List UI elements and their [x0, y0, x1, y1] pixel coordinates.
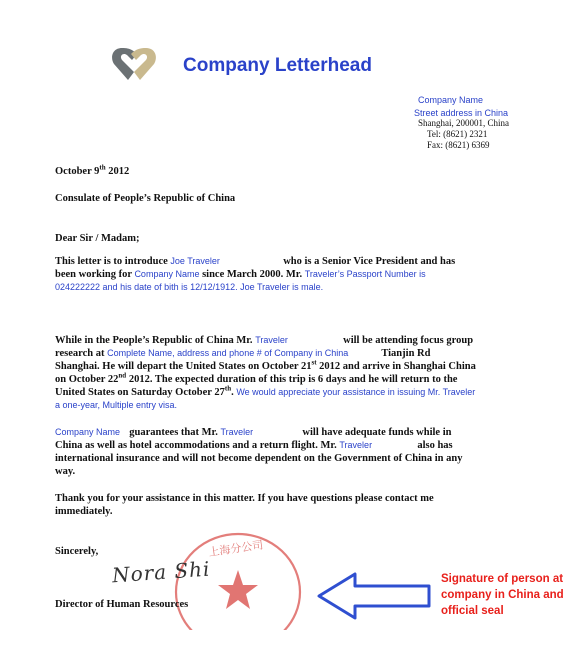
- paragraph-thanks: Thank you for your assistance in this matter. If you have questions please contact me immediately.: [55, 493, 434, 517]
- city-label: Shanghai, 200001, China: [418, 118, 509, 128]
- letter-date: October 9th 2012: [55, 163, 130, 177]
- company-name-placeholder: Company Name: [134, 269, 200, 279]
- company-logo-icon: [108, 44, 160, 84]
- salutation: Dear Sir / Madam;: [55, 233, 140, 244]
- paragraph-guarantee: Company Name guarantees that Mr. Traveler will have adequate funds while in China as well as hotel accommodations and a return flight. Mr. Traveler also has international insurance and will not become dependent on the Government of China in any way.: [55, 427, 463, 477]
- closing: Sincerely,: [55, 546, 99, 557]
- company-name-label: Company Name: [418, 95, 484, 105]
- handwritten-signature: Nora Shi: [111, 556, 212, 588]
- birthdate-placeholder: 024222222 and his date of bith is 12/12/1912. Joe Traveler is male.: [55, 282, 324, 292]
- tel-label: Tel: (8621) 2321: [427, 129, 488, 139]
- recipient: Consulate of People’s Republic of China: [55, 193, 236, 204]
- china-company-placeholder: Complete Name, address and phone # of Company in China: [107, 348, 349, 358]
- traveler-placeholder: Traveler: [220, 427, 254, 437]
- traveler-name-placeholder: Joe Traveler: [170, 256, 220, 266]
- signer-title: Director of Human Resources: [55, 599, 189, 610]
- visa-request-placeholder: We would appreciate your assistance in issuing Mr. Traveler: [236, 387, 476, 397]
- passport-placeholder: Traveler’s Passport Number is: [304, 269, 426, 279]
- street-address-label: Street address in China: [414, 108, 509, 118]
- traveler-placeholder: Traveler: [339, 440, 373, 450]
- annotation-note: Signature of person at company in China and official seal: [441, 573, 564, 617]
- paragraph-travel: While in the People’s Republic of China Mr. Traveler will be attending focus group research at Complete Name, address and phone # of Company in China Tianjin Rd Shanghai. He will depart the United States on October 21st 2012 and arrive in Shanghai China on October 22nd 2012. The expected duration of this trip is 6 days and he will return to the United States on Saturday October 27th. We would appreciate your assistance in issuing Mr. Traveler a one-year, Multiple entry visa.: [55, 335, 476, 410]
- traveler-placeholder: Traveler: [255, 335, 288, 345]
- fax-label: Fax: (8621) 6369: [427, 140, 490, 150]
- visa-type-placeholder: a one-year, Multiple entry visa.: [55, 400, 178, 410]
- guarantor-company-placeholder: Company Name: [55, 427, 121, 437]
- seal-text: 上海分公司: [207, 538, 265, 559]
- paragraph-introduction: This letter is to introduce Joe Traveler who is a Senior Vice President and has been working for Company Name since March 2000. Mr. Traveler’s Passport Number is 024222222 and his date of bith is 12/12/1912. Joe Traveler is male.: [55, 256, 456, 292]
- letterhead-title: Company Letterhead: [183, 55, 372, 76]
- arrow-left-icon: [315, 570, 435, 622]
